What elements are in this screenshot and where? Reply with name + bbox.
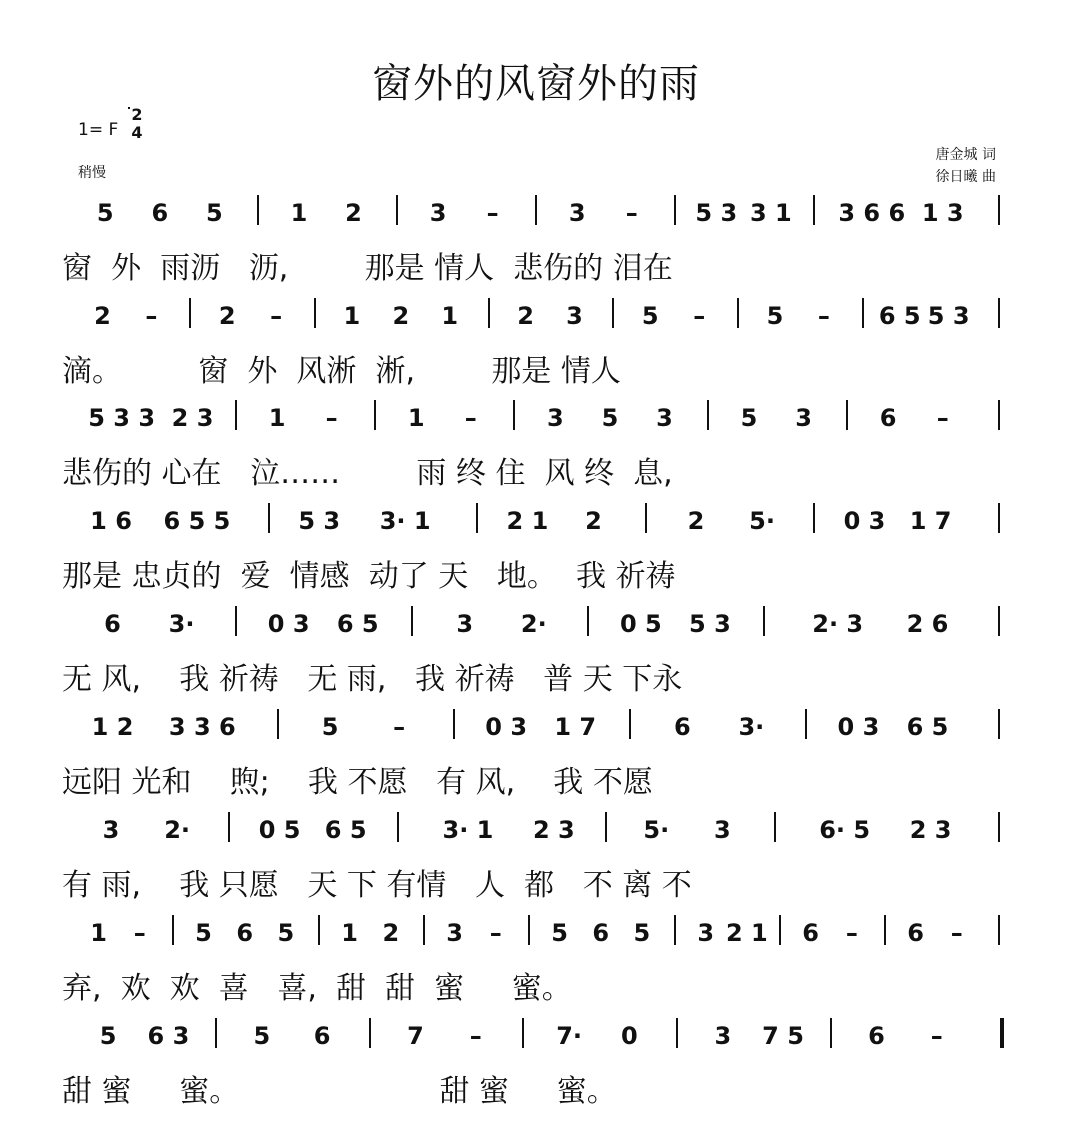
credits [936,144,996,188]
lyric-line: 窗 外 雨沥 沥, 那是 情人 悲伤的 泪在 [62,251,673,286]
lyric-line: 悲伤的 心在 泣…… 雨 终 住 风 终 息, [62,456,673,491]
note: 6 5 [906,713,949,741]
note: 0 5 [619,610,662,638]
barline [476,503,478,533]
note: 6 [151,199,169,227]
barline [813,195,815,225]
note: 3 [446,919,463,947]
note: 3· 1 [379,507,431,535]
note: 1 6 [90,507,132,535]
note: 2 [392,302,410,330]
note: 5· [643,816,670,844]
lyric-line: 有 雨, 我 只愿 天 下 有情 人 都 不 离 不 [62,868,692,903]
barline [513,400,515,430]
note: 3· [738,713,765,741]
note: 2 [687,507,705,535]
note: – [145,302,158,330]
note: 1 7 [554,713,597,741]
note: 0 [621,1022,638,1050]
notation-row [0,1018,1072,1054]
barline [830,1018,832,1048]
note: 5 [253,1022,271,1050]
barline [774,812,776,842]
note: 2 3 [532,816,575,844]
note: 2 3 [171,404,214,432]
barline [605,812,607,842]
composer-credit: 徐日曦 曲 [935,169,996,185]
barline [277,709,279,739]
note: 3 [656,404,673,432]
note: 0 3 [843,507,886,535]
note: 5 [96,199,114,227]
lyric-line: 远阳 光和 煦; 我 不愿 有 风, 我 不愿 [62,765,653,800]
note: 2· [520,610,547,638]
note: – [930,1022,943,1050]
note: 1 [341,919,359,947]
barline [189,298,191,328]
barline [862,298,864,328]
barline [228,812,230,842]
barline [396,195,398,225]
barline [676,1018,678,1048]
barline [813,503,815,533]
barline [846,400,848,430]
note: – [693,302,706,330]
note: – [464,404,477,432]
barline [998,298,1000,328]
note: 6 [236,919,254,947]
barline [235,400,237,430]
note: 3 [795,404,812,432]
note: 5 [766,302,784,330]
barline [172,915,174,945]
note: 3 3 6 [168,713,236,741]
barline [374,400,376,430]
note: 2· 3 [812,610,864,638]
note: 1 [90,919,107,947]
note: 6 5 5 [163,507,231,535]
barline [629,709,631,739]
note: 1 [343,302,361,330]
note: 6 [104,610,121,638]
note: 5· [749,507,775,535]
barline [397,812,399,842]
note: 3 [429,199,447,227]
note: 0 5 [258,816,301,844]
note: 2 1 [725,919,768,947]
lyric-line: 甜 蜜 蜜。 甜 蜜 蜜。 [62,1074,617,1109]
barline [674,195,676,225]
note: – [270,302,283,330]
note: 2· [164,816,191,844]
notation-row [0,503,1072,539]
note: 5 [206,199,223,227]
note: 5 3 3 [88,404,156,432]
tempo-marking: 稍慢 [78,165,106,181]
note: 3 [697,919,715,947]
barline [805,709,807,739]
note: 2 [218,302,236,330]
barline [268,503,270,533]
song-title: 窗外的风窗外的雨 [372,61,700,107]
lyric-line: 那是 忠贞的 爱 情感 动了 天 地。 我 祈祷 [62,559,676,594]
notation-row [0,400,1072,436]
time-signature-bottom: 4 [131,123,143,142]
note: 5 [99,1022,117,1050]
barline [779,915,781,945]
barline [369,1018,371,1048]
note: 5 3 [927,302,970,330]
barline [215,1018,217,1048]
barline [645,503,647,533]
barline [411,606,413,636]
note: 5 [195,919,212,947]
note: 6 [673,713,691,741]
note: 1 [441,302,459,330]
notation-row [0,195,1072,231]
note: 6 [907,919,924,947]
note: 5 [601,404,619,432]
time-signature-line [128,107,130,109]
barline [488,298,490,328]
key-signature: 1= F [78,120,119,140]
notation-row [0,298,1072,334]
note: – [133,919,146,947]
barline [884,915,886,945]
barline [612,298,614,328]
note: – [845,919,858,947]
note: – [393,713,406,741]
note: 5 3 [689,610,731,638]
barline [763,606,765,636]
note: 3 [547,404,564,432]
barline [998,503,1000,533]
note: 6 5 [878,302,921,330]
lyric-line: 滴。 窗 外 风淅 淅, 那是 情人 [62,354,621,389]
note: 2 1 [506,507,549,535]
barline [998,709,1000,739]
note: – [950,919,963,947]
note: 3· [168,610,195,638]
note: 5 3 [695,199,738,227]
note: 2 3 [909,816,952,844]
note: 3 6 6 [838,199,906,227]
note: 3 [566,302,583,330]
note: 3 [568,199,586,227]
note: 5 [321,713,339,741]
note: 2 [382,919,400,947]
note: 5 [641,302,659,330]
barline [998,606,1000,636]
note: – [936,404,949,432]
note: 3 [714,816,731,844]
note: 5 3 [298,507,341,535]
note: – [325,404,338,432]
note: 1 2 [91,713,134,741]
note: 2 [94,302,111,330]
lyric-line: 无 风, 我 祈祷 无 雨, 我 祈祷 普 天 下永 [62,662,683,697]
barline [998,915,1000,945]
note: 5 [633,919,651,947]
barline [423,915,425,945]
barline [318,915,320,945]
barline [998,812,1000,842]
time-signature [128,106,146,142]
barline [998,195,1000,225]
note: 5 [740,404,758,432]
barline [737,298,739,328]
note: – [625,199,638,227]
barline [235,606,237,636]
note: 1 [407,404,425,432]
barline [535,195,537,225]
note: – [469,1022,482,1050]
time-signature-top: 2 [131,105,143,124]
note: 6 5 [324,816,367,844]
note: 2 6 [906,610,949,638]
barline [522,1018,524,1048]
note: 2 [345,199,362,227]
barline [707,400,709,430]
note: 2 [585,507,602,535]
barline [587,606,589,636]
barline [674,915,676,945]
note: 3 [456,610,474,638]
lyric-line: 弃, 欢 欢 喜 喜, 甜 甜 蜜 蜜。 [62,971,572,1006]
note: 1 7 [909,507,952,535]
barline [453,709,455,739]
note: – [817,302,830,330]
barline [314,298,316,328]
note: – [486,199,499,227]
barline [998,400,1000,430]
note: 3· 1 [442,816,494,844]
note: 7 [407,1022,424,1050]
note: 6 5 [336,610,379,638]
note: 0 3 [485,713,528,741]
note: 7· [556,1022,583,1050]
notation-row [0,812,1072,848]
barline [257,195,259,225]
note: 5 [277,919,295,947]
note: 6 [879,404,897,432]
note: 0 3 [837,713,880,741]
notation-row [0,606,1072,642]
note: 3 [714,1022,732,1050]
note: 6· 5 [819,816,871,844]
barline [528,915,530,945]
lyricist-credit: 唐金城 词 [935,147,996,163]
note: 3 1 [749,199,792,227]
notation-row [0,709,1072,745]
note: 2 [517,302,534,330]
note: 1 [290,199,308,227]
note: 6 [802,919,820,947]
note: 1 [268,404,286,432]
note: 6 [313,1022,331,1050]
note: 0 3 [267,610,310,638]
note: 3 [102,816,120,844]
note: 5 [551,919,568,947]
note: 7 5 [762,1022,804,1050]
note: 1 3 [921,199,964,227]
final-barline [998,1018,1004,1048]
note: 6 [592,919,610,947]
note: – [489,919,502,947]
note: 6 3 [147,1022,190,1050]
notation-row [0,915,1072,951]
note: 6 [868,1022,885,1050]
